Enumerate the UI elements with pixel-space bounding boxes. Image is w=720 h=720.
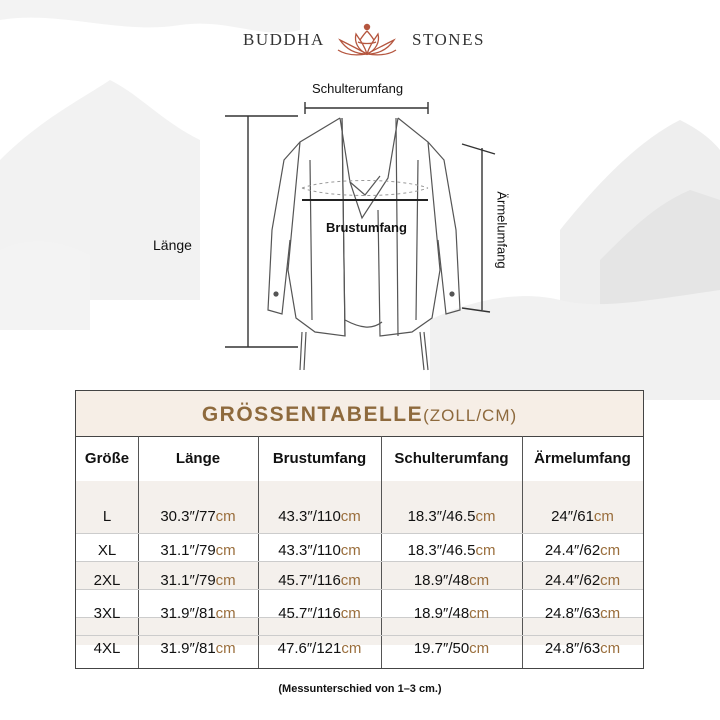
cm-unit: cm (215, 508, 236, 525)
cell-sleeve: 24.4″/62cm (544, 572, 621, 589)
brand-header (0, 20, 720, 60)
table-title-text: GRÖSSENTABELLE (201, 403, 424, 426)
cell-sleeve: 24.8″/63cm (544, 640, 621, 657)
cell-shoulder: 18.9″/48cm (413, 605, 490, 622)
cm-unit: cm (215, 640, 236, 657)
table-header-row (76, 436, 643, 481)
cm-unit: cm (593, 508, 614, 525)
cm-unit: cm (469, 605, 490, 622)
cm-unit: cm (469, 640, 490, 657)
sleeve-label: Ärmelumfang (494, 191, 510, 269)
cell-sleeve: 24.8″/63cm (544, 605, 621, 622)
brand-name-right: STONES (412, 30, 485, 49)
cm-unit: cm (340, 572, 361, 589)
cell-shoulder: 18.3″/46.5cm (407, 508, 496, 525)
cell-size: L (102, 508, 112, 525)
cm-unit: cm (600, 572, 621, 589)
cell-shoulder: 19.7″/50cm (413, 640, 490, 657)
cm-unit: cm (215, 542, 236, 559)
row-divider (76, 533, 643, 534)
measurement-footnote: (Messunterschied von 1–3 cm.) (278, 683, 442, 695)
cell-length: 31.1″/79cm (160, 542, 236, 559)
cell-size: 4XL (93, 640, 121, 657)
cell-length: 31.1″/79cm (160, 572, 236, 589)
cm-unit: cm (341, 640, 362, 657)
cell-sleeve: 24.4″/62cm (544, 542, 621, 559)
chest-label: Brustumfang (326, 220, 407, 235)
header-length: Länge (175, 450, 221, 467)
table-row (76, 635, 643, 663)
size-table-title (76, 391, 643, 437)
cm-unit: cm (475, 508, 496, 525)
shoulder-width-label: Schulterumfang (312, 81, 404, 96)
cell-sleeve: 24″/61cm (551, 508, 614, 525)
cm-unit: cm (600, 605, 621, 622)
header-shoulder: Schulterumfang (394, 450, 509, 467)
table-title-unit: (ZOLL/CM) (423, 406, 518, 425)
brand-name-left: BUDDHA (243, 30, 325, 49)
table-row (76, 537, 643, 565)
garment-measurement-diagram (0, 70, 720, 380)
cell-chest: 45.7″/116cm (278, 605, 361, 622)
header-chest: Brustumfang (272, 450, 367, 467)
table-row (76, 600, 643, 628)
header-size: Größe (84, 450, 130, 467)
cell-length: 31.9″/81cm (160, 605, 236, 622)
cm-unit: cm (340, 508, 361, 525)
header-sleeve: Ärmelumfang (534, 450, 631, 467)
cell-length: 30.3″/77cm (160, 508, 236, 525)
cell-shoulder: 18.3″/46.5cm (407, 542, 496, 559)
cm-unit: cm (469, 572, 490, 589)
table-row (76, 567, 643, 595)
size-table (75, 390, 644, 669)
cell-chest: 47.6″/121cm (277, 640, 362, 657)
cell-size: 3XL (93, 605, 121, 622)
cm-unit: cm (600, 542, 621, 559)
cell-shoulder: 18.9″/48cm (413, 572, 490, 589)
cm-unit: cm (340, 605, 361, 622)
cell-chest: 45.7″/116cm (278, 572, 361, 589)
length-label: Länge (153, 237, 192, 253)
table-row (76, 503, 643, 531)
cell-size: 2XL (93, 572, 121, 589)
cell-size: XL (97, 542, 117, 559)
cm-unit: cm (215, 605, 236, 622)
cm-unit: cm (340, 542, 361, 559)
cell-chest: 43.3″/110cm (278, 542, 361, 559)
cm-unit: cm (475, 542, 496, 559)
cm-unit: cm (215, 572, 236, 589)
cell-chest: 43.3″/110cm (278, 508, 361, 525)
cell-length: 31.9″/81cm (160, 640, 236, 657)
cm-unit: cm (600, 640, 621, 657)
lotus-meditation-icon (336, 20, 398, 58)
